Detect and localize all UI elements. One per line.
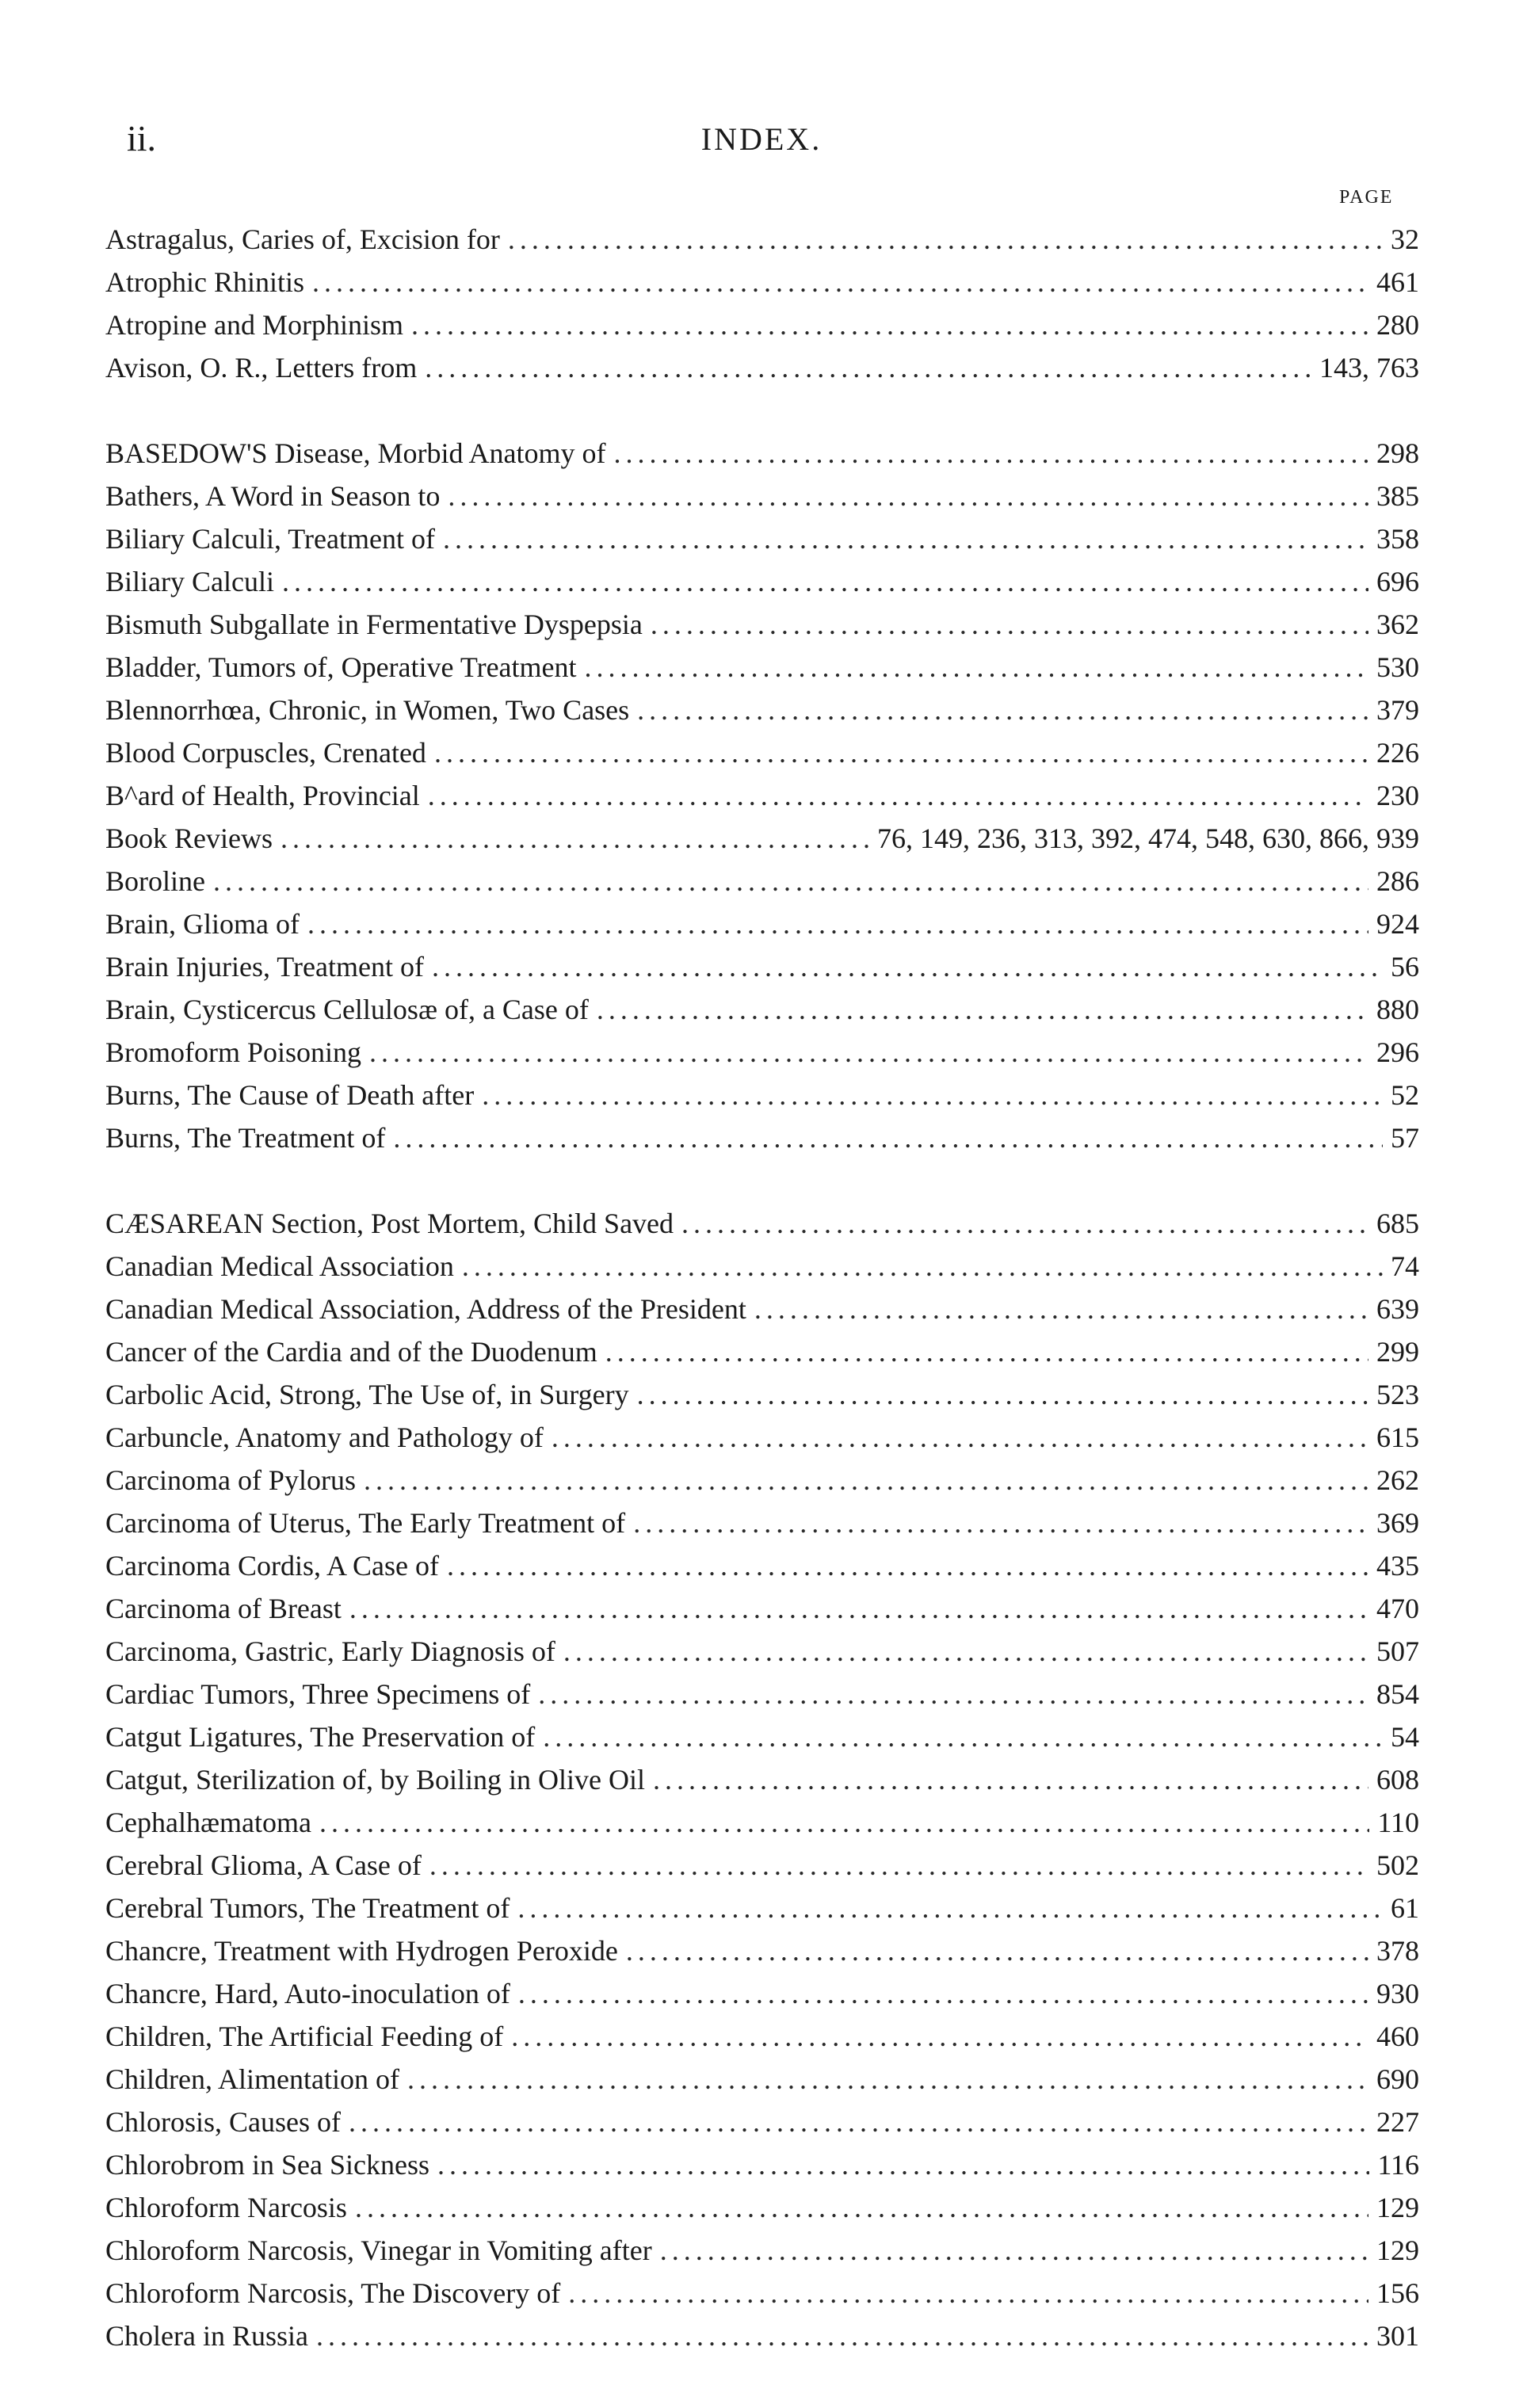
entry-pages: 369 xyxy=(1376,1507,1419,1539)
entry-title: Bismuth Subgallate in Fermentative Dyspepsia xyxy=(105,609,643,640)
entry-pages: 143, 763 xyxy=(1319,352,1419,384)
dot-leader xyxy=(651,603,1368,646)
entry-pages: 32 xyxy=(1391,223,1419,255)
entry-pages: 461 xyxy=(1376,266,1419,298)
dot-leader xyxy=(511,2015,1368,2058)
entry-title: Burns, The Cause of Death after xyxy=(105,1079,475,1111)
index-entry xyxy=(105,1373,1419,1416)
index-entry xyxy=(105,1972,1419,2015)
entry-title: Chancre, Treatment with Hydrogen Peroxide xyxy=(105,1935,618,1967)
entry-pages: 226 xyxy=(1376,737,1419,769)
dot-leader xyxy=(282,560,1368,603)
entry-pages: 280 xyxy=(1376,309,1419,341)
entry-title: Biliary Calculi xyxy=(105,566,274,597)
dot-leader xyxy=(637,689,1368,731)
entry-title: Canadian Medical Association, Address of the President xyxy=(105,1293,746,1325)
index-entry xyxy=(105,2315,1419,2357)
index-entry xyxy=(105,2015,1419,2058)
dot-leader xyxy=(411,303,1368,346)
index-entry xyxy=(105,475,1419,517)
entry-pages: 639 xyxy=(1376,1293,1419,1325)
entry-title: Chloroform Narcosis, Vinegar in Vomiting after xyxy=(105,2234,652,2266)
entry-title: Avison, O. R., Letters from xyxy=(105,352,418,384)
entry-pages: 156 xyxy=(1376,2277,1419,2309)
dot-leader xyxy=(437,2143,1369,2186)
dot-leader xyxy=(447,1544,1368,1587)
dot-leader xyxy=(585,646,1368,689)
index-entry xyxy=(105,303,1419,346)
dot-leader xyxy=(428,774,1368,817)
index-entry xyxy=(105,1031,1419,1074)
dot-leader xyxy=(349,1587,1368,1630)
entry-pages: 460 xyxy=(1376,2021,1419,2052)
index-entry xyxy=(105,1587,1419,1630)
entry-title: Boroline xyxy=(105,865,205,897)
entry-pages: 301 xyxy=(1376,2320,1419,2352)
dot-leader xyxy=(552,1416,1368,1459)
entry-title: Carcinoma of Pylorus xyxy=(105,1464,356,1496)
dot-leader xyxy=(754,1288,1368,1330)
entry-pages: 129 xyxy=(1376,2192,1419,2223)
entry-title: Carcinoma Cordis, A Case of xyxy=(105,1550,439,1582)
index-entry xyxy=(105,1630,1419,1673)
entry-pages: 299 xyxy=(1376,1336,1419,1368)
dot-leader xyxy=(349,2101,1368,2143)
entry-title: Brain Injuries, Treatment of xyxy=(105,951,424,983)
entry-title: Brain, Cysticercus Cellulosæ of, a Case of xyxy=(105,994,589,1025)
index-entry xyxy=(105,1844,1419,1887)
index-entry xyxy=(105,1929,1419,1972)
entry-pages: 286 xyxy=(1376,865,1419,897)
entry-pages: 74 xyxy=(1391,1250,1419,1282)
dot-leader xyxy=(626,1929,1368,1972)
entry-title: Catgut Ligatures, The Preservation of xyxy=(105,1721,536,1753)
dot-leader xyxy=(432,945,1383,988)
dot-leader xyxy=(605,1330,1368,1373)
entry-title: Cerebral Tumors, The Treatment of xyxy=(105,1892,510,1924)
dot-leader xyxy=(543,1715,1383,1758)
entry-title: Chlorosis, Causes of xyxy=(105,2106,341,2138)
entry-pages: 530 xyxy=(1376,651,1419,683)
entry-pages: 378 xyxy=(1376,1935,1419,1967)
dot-leader xyxy=(425,346,1311,389)
entry-pages: 470 xyxy=(1376,1593,1419,1624)
dot-leader xyxy=(429,1844,1368,1887)
entry-pages: 523 xyxy=(1376,1379,1419,1410)
entry-title: Carbuncle, Anatomy and Pathology of xyxy=(105,1422,544,1453)
dot-leader xyxy=(369,1031,1368,1074)
entry-title: B^ard of Health, Provincial xyxy=(105,780,420,811)
entry-pages: 129 xyxy=(1376,2234,1419,2266)
dot-leader xyxy=(482,1074,1383,1116)
dot-leader xyxy=(613,432,1368,475)
index-entry xyxy=(105,1887,1419,1929)
dot-leader xyxy=(563,1630,1368,1673)
entry-title: Bromoform Poisoning xyxy=(105,1036,362,1068)
dot-leader xyxy=(393,1116,1383,1159)
dot-leader xyxy=(517,1887,1383,1929)
entry-title: Carcinoma of Breast xyxy=(105,1593,342,1624)
entry-pages: 298 xyxy=(1376,437,1419,469)
entry-title: Astragalus, Caries of, Excision for xyxy=(105,223,500,255)
dot-leader xyxy=(538,1673,1368,1715)
index-entry xyxy=(105,1202,1419,1245)
index-entry xyxy=(105,860,1419,903)
entry-title: Atrophic Rhinitis xyxy=(105,266,304,298)
dot-leader xyxy=(637,1373,1368,1416)
entry-pages: 52 xyxy=(1391,1079,1419,1111)
entry-pages: 57 xyxy=(1391,1122,1419,1154)
dot-leader xyxy=(364,1459,1368,1502)
entry-title: Catgut, Sterilization of, by Boiling in Olive Oil xyxy=(105,1764,645,1796)
dot-leader xyxy=(518,1972,1368,2015)
index-entry xyxy=(105,603,1419,646)
entry-pages: 56 xyxy=(1391,951,1419,983)
index-list xyxy=(105,218,1419,2357)
entry-pages: 262 xyxy=(1376,1464,1419,1496)
entry-title: Carbolic Acid, Strong, The Use of, in Surgery xyxy=(105,1379,629,1410)
index-entry xyxy=(105,1416,1419,1459)
index-entry xyxy=(105,2058,1419,2101)
index-group xyxy=(105,1202,1419,2357)
dot-leader xyxy=(508,218,1383,261)
entry-title: Brain, Glioma of xyxy=(105,908,300,940)
entry-pages: 76, 149, 236, 313, 392, 474, 548, 630, 866, 939 xyxy=(877,822,1419,854)
index-entry xyxy=(105,1502,1419,1544)
entry-pages: 930 xyxy=(1376,1978,1419,2009)
entry-title: Bathers, A Word in Season to xyxy=(105,480,441,512)
index-entry xyxy=(105,731,1419,774)
index-entry xyxy=(105,517,1419,560)
index-entry xyxy=(105,1673,1419,1715)
index-entry xyxy=(105,2101,1419,2143)
entry-title: Chlorobrom in Sea Sickness xyxy=(105,2149,429,2181)
entry-title: Book Reviews xyxy=(105,822,273,854)
entry-pages: 227 xyxy=(1376,2106,1419,2138)
entry-title: Blennorrhœa, Chronic, in Women, Two Cases xyxy=(105,694,630,726)
entry-title: Cephalhæmatoma xyxy=(105,1807,311,1838)
page-column-label: PAGE xyxy=(1339,187,1394,208)
index-entry xyxy=(105,817,1419,860)
entry-pages: 110 xyxy=(1377,1807,1419,1838)
entry-title: Chancre, Hard, Auto-inoculation of xyxy=(105,1978,510,2009)
entry-pages: 880 xyxy=(1376,994,1419,1025)
index-entry xyxy=(105,1288,1419,1330)
index-entry xyxy=(105,689,1419,731)
index-entry xyxy=(105,1758,1419,1801)
index-entry xyxy=(105,988,1419,1031)
index-group xyxy=(105,432,1419,1159)
entry-title: Cancer of the Cardia and of the Duodenum xyxy=(105,1336,597,1368)
index-entry xyxy=(105,2143,1419,2186)
index-entry xyxy=(105,432,1419,475)
entry-pages: 230 xyxy=(1376,780,1419,811)
index-entry xyxy=(105,218,1419,261)
entry-title: Children, Alimentation of xyxy=(105,2063,399,2095)
entry-pages: 507 xyxy=(1376,1635,1419,1667)
index-entry xyxy=(105,2229,1419,2272)
index-entry xyxy=(105,774,1419,817)
index-entry xyxy=(105,945,1419,988)
entry-pages: 854 xyxy=(1376,1678,1419,1710)
dot-leader xyxy=(660,2229,1368,2272)
entry-title: Atropine and Morphinism xyxy=(105,309,403,341)
entry-title: Biliary Calculi, Treatment of xyxy=(105,523,435,555)
index-entry xyxy=(105,1544,1419,1587)
index-entry xyxy=(105,2186,1419,2229)
index-entry xyxy=(105,1715,1419,1758)
dot-leader xyxy=(434,731,1368,774)
entry-pages: 690 xyxy=(1376,2063,1419,2095)
dot-leader xyxy=(462,1245,1383,1288)
entry-pages: 54 xyxy=(1391,1721,1419,1753)
dot-leader xyxy=(316,2315,1368,2357)
entry-pages: 116 xyxy=(1377,2149,1419,2181)
entry-pages: 358 xyxy=(1376,523,1419,555)
entry-title: Carcinoma of Uterus, The Early Treatment of xyxy=(105,1507,626,1539)
index-group xyxy=(105,218,1419,389)
entry-pages: 608 xyxy=(1376,1764,1419,1796)
index-entry xyxy=(105,646,1419,689)
dot-leader xyxy=(448,475,1368,517)
dot-leader xyxy=(681,1202,1368,1245)
entry-pages: 685 xyxy=(1376,1208,1419,1239)
dot-leader xyxy=(407,2058,1368,2101)
entry-pages: 696 xyxy=(1376,566,1419,597)
entry-title: Cholera in Russia xyxy=(105,2320,308,2352)
dot-leader xyxy=(355,2186,1368,2229)
entry-title: Blood Corpuscles, Crenated xyxy=(105,737,426,769)
entry-pages: 61 xyxy=(1391,1892,1419,1924)
entry-pages: 435 xyxy=(1376,1550,1419,1582)
entry-pages: 379 xyxy=(1376,694,1419,726)
dot-leader xyxy=(597,988,1368,1031)
index-entry xyxy=(105,2272,1419,2315)
entry-title: Chloroform Narcosis xyxy=(105,2192,347,2223)
index-entry xyxy=(105,346,1419,389)
index-entry xyxy=(105,560,1419,603)
dot-leader xyxy=(653,1758,1368,1801)
entry-title: Children, The Artificial Feeding of xyxy=(105,2021,504,2052)
dot-leader xyxy=(213,860,1368,903)
index-entry xyxy=(105,1459,1419,1502)
index-entry xyxy=(105,1245,1419,1288)
page-number: ii. xyxy=(127,118,157,158)
dot-leader xyxy=(319,1801,1369,1844)
entry-title: Chloroform Narcosis, The Discovery of xyxy=(105,2277,561,2309)
index-entry xyxy=(105,1330,1419,1373)
dot-leader xyxy=(307,903,1368,945)
index-entry xyxy=(105,1116,1419,1159)
entry-pages: 362 xyxy=(1376,609,1419,640)
entry-pages: 924 xyxy=(1376,908,1419,940)
dot-leader xyxy=(568,2272,1368,2315)
dot-leader xyxy=(443,517,1368,560)
index-entry xyxy=(105,903,1419,945)
index-entry xyxy=(105,261,1419,303)
entry-title: Cerebral Glioma, A Case of xyxy=(105,1849,422,1881)
entry-title: Burns, The Treatment of xyxy=(105,1122,386,1154)
entry-title: Carcinoma, Gastric, Early Diagnosis of xyxy=(105,1635,555,1667)
index-entry xyxy=(105,1801,1419,1844)
index-entry xyxy=(105,1074,1419,1116)
dot-leader xyxy=(312,261,1368,303)
entry-pages: 296 xyxy=(1376,1036,1419,1068)
page-title: INDEX. xyxy=(700,121,823,157)
entry-title: Cardiac Tumors, Three Specimens of xyxy=(105,1678,531,1710)
dot-leader xyxy=(281,817,869,860)
entry-pages: 385 xyxy=(1376,480,1419,512)
entry-pages: 615 xyxy=(1376,1422,1419,1453)
entry-title: Canadian Medical Association xyxy=(105,1250,454,1282)
entry-pages: 502 xyxy=(1376,1849,1419,1881)
entry-title: CÆSAREAN Section, Post Mortem, Child Saved xyxy=(105,1208,674,1239)
dot-leader xyxy=(633,1502,1368,1544)
entry-title: BASEDOW'S Disease, Morbid Anatomy of xyxy=(105,437,606,469)
entry-title: Bladder, Tumors of, Operative Treatment xyxy=(105,651,577,683)
